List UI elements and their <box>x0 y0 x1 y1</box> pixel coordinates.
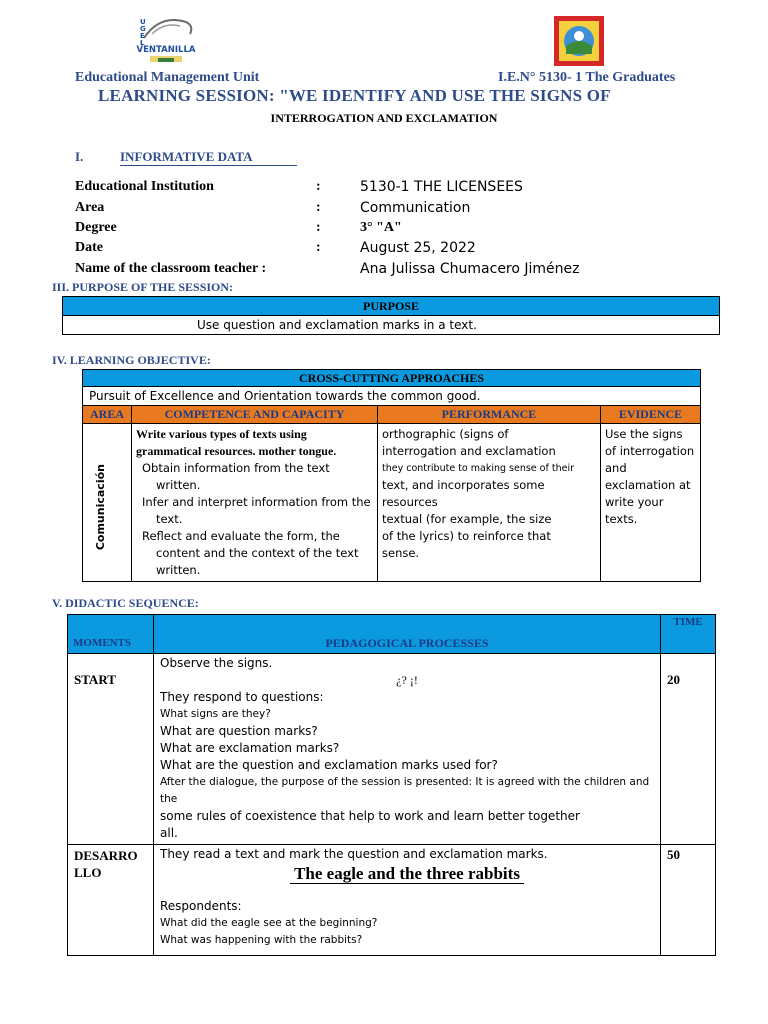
evidence-cell <box>601 424 701 582</box>
performance-line: of the lyrics) to reinforce that <box>382 529 551 543</box>
col-moments: MOMENTS <box>68 615 154 654</box>
school-crest-logo <box>552 14 606 68</box>
process-line: They respond to questions: <box>160 690 324 704</box>
section1-title: INFORMATIVE DATA <box>120 149 297 166</box>
process-line: Observe the signs. <box>160 656 273 670</box>
performance-line: they contribute to making sense of their <box>382 463 574 474</box>
approach-text: Pursuit of Excellence and Orientation towards the common good. <box>83 387 701 406</box>
start-processes <box>154 654 661 845</box>
session-subtitle: INTERROGATION AND EXCLAMATION <box>270 111 498 125</box>
col-competence: COMPETENCE AND CAPACITY <box>132 406 378 424</box>
moment-development: DESARRO LLO <box>68 845 154 956</box>
performance-line: orthographic (signs of <box>382 427 509 441</box>
info-colon: : <box>316 240 321 255</box>
competence-cell <box>132 424 378 582</box>
question-line: What did the eagle see at the beginning? <box>160 917 378 929</box>
start-time: 20 <box>661 654 716 845</box>
process-line: They read a text and mark the question and exclamation marks. <box>160 847 548 861</box>
info-value: Communication <box>360 200 471 216</box>
col-processes: PEDAGOGICAL PROCESSES <box>154 615 661 654</box>
svg-text:U: U <box>140 18 146 26</box>
info-label: Degree <box>75 220 117 235</box>
ugel-ventanilla-logo <box>130 12 202 68</box>
capacity-item: Infer and interpret information from the text. <box>142 495 371 526</box>
purpose-table <box>62 296 720 335</box>
performance-cell <box>378 424 601 582</box>
process-line: What are question marks? <box>160 724 318 738</box>
development-time: 50 <box>661 845 716 956</box>
management-unit-label: Educational Management Unit <box>75 70 260 85</box>
info-label: Area <box>75 200 105 215</box>
svg-text:VENTANILLA: VENTANILLA <box>136 45 196 55</box>
col-performance: PERFORMANCE <box>378 406 601 424</box>
svg-text:E: E <box>140 32 145 40</box>
info-value: Ana Julissa Chumacero Jiménez <box>360 261 580 277</box>
col-area: AREA <box>83 406 132 424</box>
process-line: What are exclamation marks? <box>160 741 340 755</box>
svg-text:L: L <box>140 39 145 47</box>
info-value: August 25, 2022 <box>360 240 476 256</box>
svg-text:G: G <box>140 25 146 33</box>
info-colon: : <box>316 220 321 235</box>
section1-number: I. <box>75 149 84 164</box>
story-title: The eagle and the three rabbits <box>160 865 654 882</box>
col-time: TIME <box>661 615 716 654</box>
process-line: What signs are they? <box>160 708 271 720</box>
purpose-header: PURPOSE <box>63 297 720 316</box>
info-label: Educational Institution <box>75 179 214 194</box>
question-line: What was happening with the rabbits? <box>160 934 363 946</box>
section4-title: IV. LEARNING OBJECTIVE: <box>52 353 211 367</box>
performance-line: sense. <box>382 546 420 560</box>
school-name-label: I.E.N° 5130- 1 The Graduates <box>498 70 676 85</box>
development-processes <box>154 845 661 956</box>
section3-title: III. PURPOSE OF THE SESSION: <box>52 280 234 294</box>
signs-symbols: ¿? ¡! <box>396 673 418 687</box>
info-value: 5130-1 THE LICENSEES <box>360 179 523 195</box>
info-label: Date <box>75 240 103 255</box>
info-value: 3° "A" <box>360 220 402 235</box>
purpose-value: Use question and exclamation marks in a text. <box>63 316 720 335</box>
evidence-text: Use the signs of interrogation and exclamation at write your texts. <box>605 427 695 526</box>
capacity-item: Obtain information from the text written. <box>142 461 330 492</box>
col-evidence: EVIDENCE <box>601 406 701 424</box>
area-label: Comunicación <box>94 464 107 551</box>
performance-line: text, and incorporates some resources <box>382 478 545 509</box>
info-label: Name of the classroom teacher : <box>75 261 267 276</box>
session-title: LEARNING SESSION: "WE IDENTIFY AND USE THE SIGNS OF <box>98 86 611 105</box>
didactic-sequence-table <box>67 614 716 956</box>
info-colon: : <box>316 179 321 194</box>
process-line: After the dialogue, the purpose of the session is presented: It is agreed with the children and the <box>160 776 650 805</box>
info-colon: : <box>316 200 321 215</box>
process-line: What are the question and exclamation marks used for? <box>160 758 498 772</box>
process-line: all. <box>160 826 178 840</box>
respondents-label: Respondents: <box>160 899 242 913</box>
performance-line: interrogation and exclamation <box>382 444 556 458</box>
moment-start: START <box>68 654 154 845</box>
section5-title: V. DIDACTIC SEQUENCE: <box>52 596 199 610</box>
performance-line: textual (for example, the size <box>382 512 552 526</box>
competence-title: Write various types of texts using grammatical resources. mother tongue. <box>136 427 337 458</box>
approach-header: CROSS-CUTTING APPROACHES <box>83 370 701 387</box>
process-line: some rules of coexistence that help to work and learn better together <box>160 809 580 823</box>
objective-table <box>82 369 701 582</box>
area-cell <box>83 424 132 582</box>
capacity-item: Reflect and evaluate the form, the content and the context of the text written. <box>142 529 359 577</box>
